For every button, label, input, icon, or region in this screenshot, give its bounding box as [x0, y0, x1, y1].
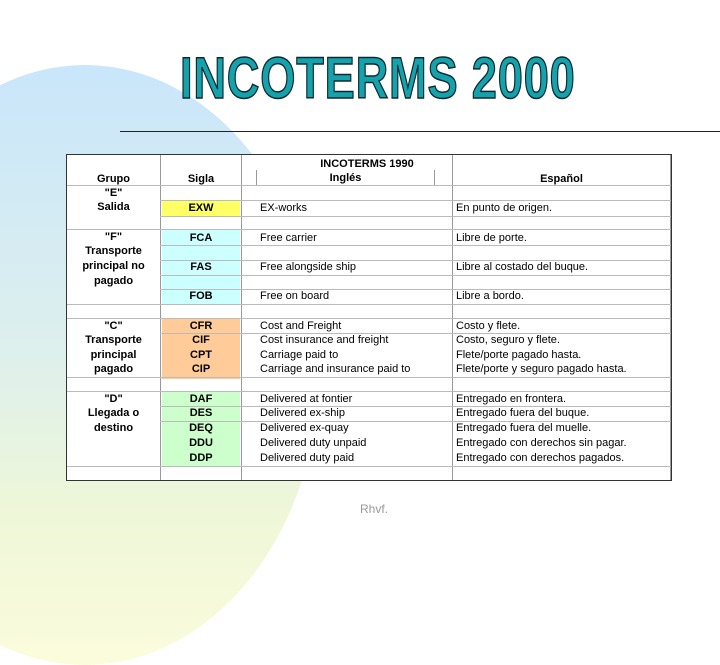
row-sigla: FOB: [189, 290, 213, 302]
page-title: INCOTERMS 2000: [180, 46, 576, 111]
group-e-line-2: Salida: [97, 201, 130, 213]
row-ingles: Delivered ex-quay: [260, 422, 349, 434]
header-espanol: Español: [540, 173, 583, 185]
incoterms-table: [66, 154, 672, 481]
group-c-line-4: pagado: [93, 363, 134, 375]
row-sigla: CIP: [191, 363, 211, 375]
group-c-line-1: "C": [104, 320, 123, 332]
row-espanol: Libre al costado del buque.: [456, 261, 589, 273]
row-sigla: CFR: [189, 320, 213, 332]
row-ingles: Free on board: [260, 290, 330, 302]
row-sigla: FCA: [189, 232, 213, 244]
row-sigla: EXW: [188, 202, 214, 214]
group-f-line-2: Transporte: [85, 245, 142, 257]
row-ingles: Carriage paid to: [260, 349, 339, 361]
group-e-line-1: "E": [104, 187, 123, 199]
row-sigla: DEQ: [189, 422, 213, 434]
row-sigla: DDP: [189, 452, 213, 464]
group-f-line-3: principal no: [82, 260, 145, 272]
row-sigla: CPT: [190, 349, 212, 361]
row-ingles: Free alongside ship: [260, 261, 357, 273]
row-ingles: Cost insurance and freight: [260, 334, 389, 346]
row-sigla: CIF: [192, 334, 210, 346]
row-espanol: Libre de porte.: [456, 232, 527, 244]
row-ingles: Carriage and insurance paid to: [260, 363, 411, 375]
row-sigla: DDU: [189, 437, 213, 449]
row-ingles: Delivered ex-ship: [260, 407, 345, 419]
row-espanol: Entregado fuera del buque.: [456, 407, 590, 419]
row-espanol: Entregado fuera del muelle.: [456, 422, 592, 434]
row-espanol: Entregado con derechos pagados.: [456, 452, 625, 464]
footer-author: Rhvf.: [360, 502, 389, 516]
header-grupo: Grupo: [97, 173, 130, 185]
row-sigla: FAS: [190, 261, 212, 273]
group-c-line-2: Transporte: [85, 334, 142, 346]
row-espanol: En punto de origen.: [456, 202, 553, 214]
row-espanol: Costo, seguro y flete.: [456, 334, 560, 346]
row-ingles: Delivered duty unpaid: [260, 437, 367, 449]
header-incoterms-1990: INCOTERMS 1990: [320, 158, 414, 170]
header-sigla: Sigla: [187, 173, 215, 185]
group-f-line-4: pagado: [93, 275, 134, 287]
row-espanol: Entregado con derechos sin pagar.: [456, 437, 627, 449]
row-ingles: Free carrier: [260, 232, 317, 244]
header-ingles: Inglés: [329, 172, 362, 184]
group-d-line-3: destino: [93, 422, 134, 434]
group-d-line-1: "D": [104, 393, 123, 405]
group-c-line-3: principal: [90, 349, 137, 361]
row-sigla: DES: [189, 407, 213, 419]
row-espanol: Entregado en frontera.: [456, 393, 567, 405]
row-sigla: DAF: [189, 393, 213, 405]
row-espanol: Flete/porte pagado hasta.: [456, 349, 582, 361]
title-divider: [120, 131, 720, 132]
row-ingles: Delivered at fontier: [260, 393, 353, 405]
row-espanol: Costo y flete.: [456, 320, 521, 332]
row-espanol: Libre a bordo.: [456, 290, 524, 302]
group-d-line-2: Llegada o: [87, 407, 140, 419]
row-ingles: Cost and Freight: [260, 320, 342, 332]
row-ingles: EX-works: [260, 202, 308, 214]
row-ingles: Delivered duty paid: [260, 452, 355, 464]
row-espanol: Flete/porte y seguro pagado hasta.: [456, 363, 627, 375]
group-f-line-1: "F": [104, 231, 123, 243]
